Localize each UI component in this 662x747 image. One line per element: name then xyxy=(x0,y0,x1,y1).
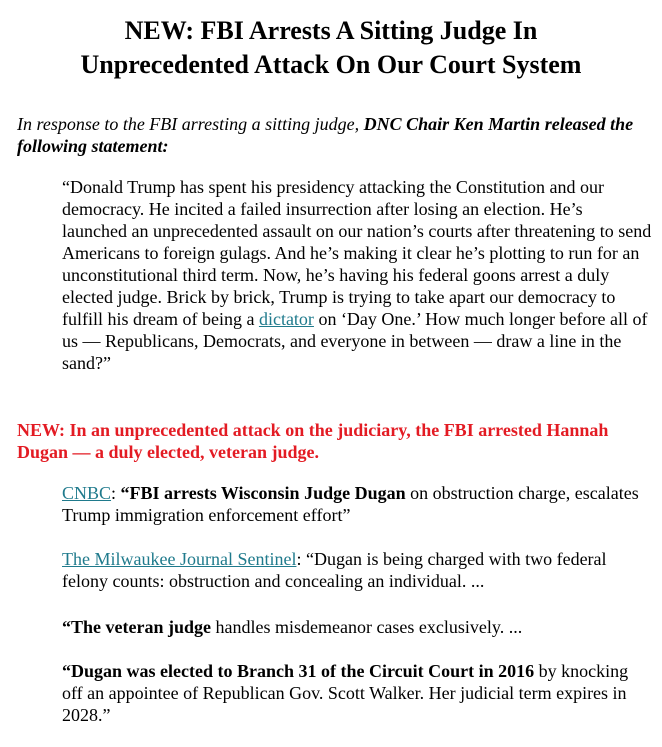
veteran-judge-bold-text: “The veteran judge xyxy=(62,617,211,637)
journal-sentinel-link[interactable]: The Milwaukee Journal Sentinel xyxy=(62,549,297,569)
cnbc-item xyxy=(62,482,652,526)
headline-line-2: Unprecedented Attack On Our Court System xyxy=(80,50,582,79)
quote-text-before: “Donald Trump has spent his presidency attacking the Constitution and our democracy. He incited a failed insurrection after losing an election. He’s launched an unprecedented assault on our nation’s courts after threatening to send Americans to foreign gulags. And he’s making it clear he’s plotting to run for an unconstitutional third term. Now, he’s having his federal goons arrest a duly elected judge. Brick by brick, Trump is trying to take apart our democracy to fulfill his dream of being a xyxy=(62,177,652,329)
cnbc-separator: : xyxy=(111,483,121,503)
cnbc-link[interactable]: CNBC xyxy=(62,483,112,503)
quote-text-after: on ‘Day One.’ How much longer before all of us — Republicans, Democrats, and everyone in between — draw a line in the sand?” xyxy=(62,309,648,373)
dictator-link[interactable]: dictator xyxy=(258,309,314,329)
headline xyxy=(0,0,662,82)
journal-sentinel-text: “Dugan is being charged with two federal felony counts: obstruction and concealing an individual. ... xyxy=(62,549,607,591)
statement-quote xyxy=(62,176,652,374)
veteran-judge-text: handles misdemeanor cases exclusively. ... xyxy=(210,617,523,637)
intro-paragraph xyxy=(17,113,657,157)
alert-heading: NEW: In an unprecedented attack on the judiciary, the FBI arrested Hannah Dugan — a duly elected, veteran judge. xyxy=(17,420,609,462)
election-history-item xyxy=(62,660,652,726)
cnbc-text: on obstruction charge, escalates Trump immigration enforcement effort” xyxy=(62,483,639,525)
intro-text: In response to the FBI arresting a sitting judge, xyxy=(17,114,364,134)
cnbc-bold-text: “FBI arrests Wisconsin Judge Dugan xyxy=(120,483,406,503)
election-history-text: by knocking off an appointee of Republican Gov. Scott Walker. Her judicial term expires in 2028.” xyxy=(62,661,629,725)
veteran-judge-item xyxy=(62,616,652,638)
journal-sentinel-separator: : xyxy=(296,549,306,569)
election-history-bold-text: “Dugan was elected to Branch 31 of the Circuit Court in 2016 xyxy=(62,661,535,681)
headline-line-1: NEW: FBI Arrests A Sitting Judge In xyxy=(124,16,538,45)
journal-sentinel-item xyxy=(62,548,652,592)
intro-bold-text: DNC Chair Ken Martin released the following statement: xyxy=(17,114,634,156)
